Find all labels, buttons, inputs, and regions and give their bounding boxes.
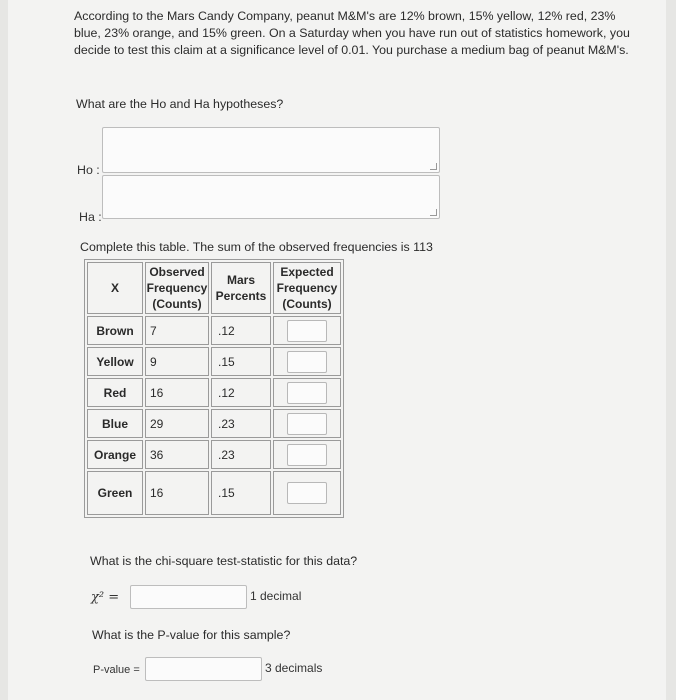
color-cell: Green [87,471,143,515]
chi-square-input[interactable] [130,585,247,609]
chi-square-unit: 1 decimal [250,589,302,603]
table-row [87,347,341,376]
ha-input[interactable] [102,175,440,219]
expected-input[interactable] [287,413,327,435]
expected-input[interactable] [287,320,327,342]
header-x: X [87,262,143,314]
p-value-label: P-value = [93,664,140,676]
percent-cell: .23 [211,409,271,438]
color-cell: Red [87,378,143,407]
percent-cell: .12 [211,378,271,407]
expected-input[interactable] [287,482,327,504]
table-row [87,471,341,515]
color-cell: Yellow [87,347,143,376]
expected-input[interactable] [287,351,327,373]
table-prompt: Complete this table. The sum of the observed frequencies is 113 [80,240,433,254]
ho-input[interactable] [102,127,440,173]
expected-cell [273,440,341,469]
expected-input[interactable] [287,444,327,466]
hypotheses-prompt: What are the Ho and Ha hypotheses? [76,97,284,111]
expected-cell [273,471,341,515]
header-expected: Expected Frequency (Counts) [273,262,341,314]
observed-cell: 7 [145,316,209,345]
resize-grip-icon[interactable] [430,209,437,216]
color-cell: Brown [87,316,143,345]
ha-label: Ha : [79,210,102,224]
observed-cell: 16 [145,378,209,407]
expected-cell [273,378,341,407]
ho-label: Ho : [77,163,100,177]
observed-cell: 29 [145,409,209,438]
table-row [87,316,341,345]
table-row [87,409,341,438]
resize-grip-icon[interactable] [430,163,437,170]
expected-cell [273,409,341,438]
expected-cell [273,347,341,376]
observed-cell: 9 [145,347,209,376]
color-cell: Blue [87,409,143,438]
expected-input[interactable] [287,382,327,404]
p-value-prompt: What is the P-value for this sample? [92,628,291,642]
header-observed: Observed Frequency (Counts) [145,262,209,314]
table-row [87,378,341,407]
expected-cell [273,316,341,345]
chi-square-label: χ² = [91,590,120,605]
frequency-table [84,259,344,518]
header-mars-percents: Mars Percents [211,262,271,314]
observed-cell: 36 [145,440,209,469]
percent-cell: .15 [211,347,271,376]
percent-cell: .12 [211,316,271,345]
chi-square-prompt: What is the chi-square test-statistic for this data? [90,554,358,568]
p-value-unit: 3 decimals [265,661,323,675]
table-row [87,440,341,469]
percent-cell: .23 [211,440,271,469]
p-value-input[interactable] [145,657,262,681]
color-cell: Orange [87,440,143,469]
percent-cell: .15 [211,471,271,515]
observed-cell: 16 [145,471,209,515]
question-text: According to the Mars Candy Company, peanut M&M's are 12% brown, 15% yellow, 12% red, 23% blue, 23% orange, and 15% green. On a Saturday when you have run out of statistics homework, you decide to test this claim at a significance level of 0.01. You purchase a medium bag of peanut M&M's. [74,9,630,57]
